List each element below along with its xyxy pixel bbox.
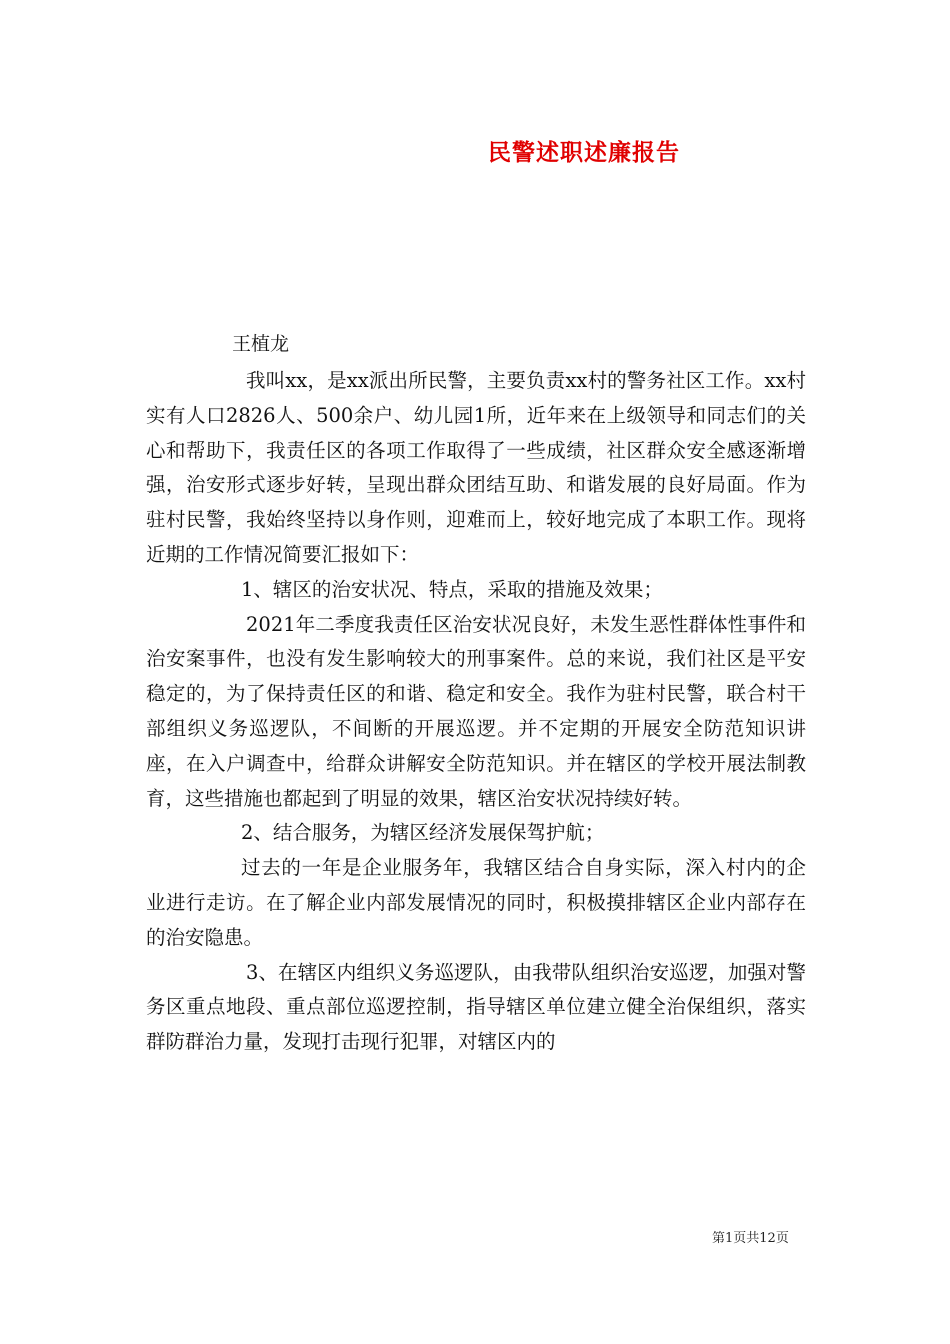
document-title: 民警述职述廉报告 <box>488 139 680 166</box>
section-heading-2: 2、结合服务，为辖区经济发展保驾护航； <box>241 821 605 845</box>
section-heading-1: 1、辖区的治安状况、特点，采取的措施及效果； <box>241 577 663 601</box>
page-number: 第1页共12页 <box>712 1231 789 1246</box>
paragraph-section-1: 2021年二季度我责任区治安状况良好，未发生恶性群体性事件和治安案事件，也没有发生影响较大的刑事案件。总的来说，我们社区是平安稳定的，为了保持责任区的和谐、稳定和安全。我作为驻村民警，联合村干部组织义务巡逻队，不间断的开展巡逻。并不定期的开展安全防范知识讲座，在入户调查中，给群众讲解安全防范知识。并在辖区的学校开展法制教育，这些措施也都起到了明显的效果，辖区治安状况持续好转。 <box>146 612 806 810</box>
paragraph-intro: 我叫xx，是xx派出所民警，主要负责xx村的警务社区工作。xx村实有人口2826人、500余户、幼儿园1所，近年来在上级领导和同志们的关心和帮助下，我责任区的各项工作取得了一些成绩，社区群众安全感逐渐增强，治安形式逐步好转，呈现出群众团结互助、和谐发展的良好局面。作为驻村民警，我始终坚持以身作则，迎难而上，较好地完成了本职工作。现将近期的工作情况简要汇报如下： <box>146 369 806 566</box>
author-name: 王植龙 <box>232 333 290 355</box>
paragraph-section-2: 过去的一年是企业服务年，我辖区结合自身实际，深入村内的企业进行走访。在了解企业内部发展情况的同时，积极摸排辖区企业内部存在的治安隐患。 <box>146 856 806 949</box>
document-body <box>146 364 806 1060</box>
paragraph-section-3: 3、在辖区内组织义务巡逻队，由我带队组织治安巡逻，加强对警务区重点地段、重点部位巡逻控制，指导辖区单位建立健全治保组织，落实群防群治力量，发现打击现行犯罪，对辖区内的 <box>146 960 806 1054</box>
